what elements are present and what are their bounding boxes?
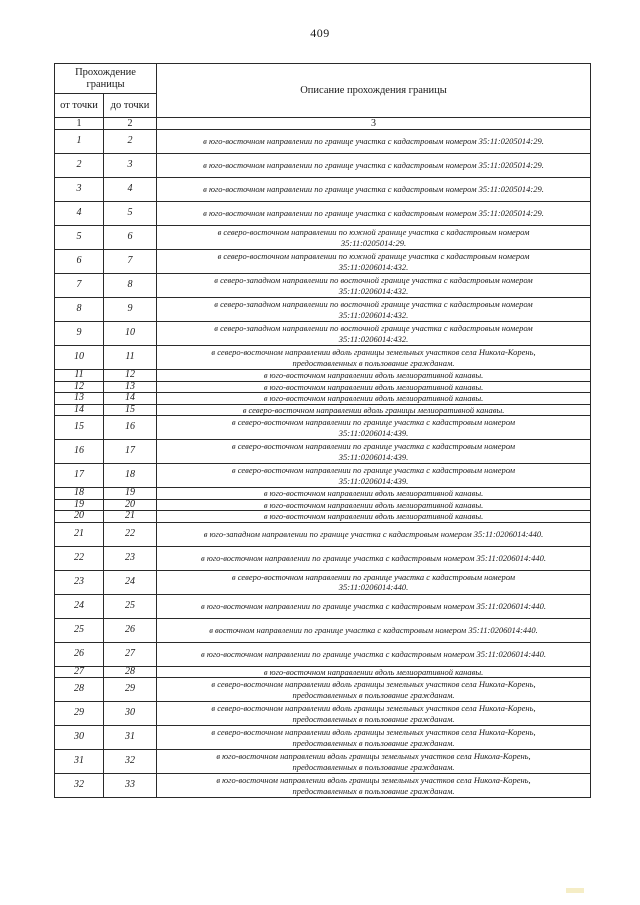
table-row xyxy=(55,202,591,226)
table-row xyxy=(55,130,591,154)
from-point-cell: 27 xyxy=(55,666,104,678)
from-point-cell: 5 xyxy=(55,226,104,250)
table-row xyxy=(55,522,591,546)
from-point-cell: 28 xyxy=(55,678,104,702)
column-number-3: 3 xyxy=(157,118,591,130)
to-point-cell: 11 xyxy=(104,346,157,370)
description-cell xyxy=(157,488,591,500)
description-cell xyxy=(157,511,591,523)
description-cell xyxy=(157,546,591,570)
description-line: в юго-западном направлении по границе участка с кадастровым номером 35:11:0206014:440. xyxy=(203,528,544,539)
description-line: 35:11:0206014:432. xyxy=(338,333,409,344)
description-line: в юго-восточном направлении по границе участка с кадастровым номером 35:11:0205014:29. xyxy=(203,160,544,171)
table-row xyxy=(55,546,591,570)
description-line: предоставленных в пользование гражданам. xyxy=(292,785,455,796)
description-line: в юго-восточном направлении вдоль мелиоративной канавы. xyxy=(263,488,484,498)
to-point-cell: 8 xyxy=(104,274,157,298)
description-line: 35:11:0206014:440. xyxy=(338,582,409,592)
description-line: в северо-восточном направлении по границе участка с кадастровым номером xyxy=(231,465,516,475)
to-point-cell: 6 xyxy=(104,226,157,250)
description-cell xyxy=(157,499,591,511)
from-point-cell: 15 xyxy=(55,416,104,440)
description-line: 35:11:0206014:439. xyxy=(338,427,409,438)
from-point-cell: 31 xyxy=(55,750,104,774)
from-point-cell: 11 xyxy=(55,370,104,382)
from-point-cell: 21 xyxy=(55,522,104,546)
from-point-cell: 8 xyxy=(55,298,104,322)
description-line: предоставленных в пользование гражданам. xyxy=(292,689,455,700)
to-point-cell: 25 xyxy=(104,594,157,618)
from-point-cell: 13 xyxy=(55,393,104,405)
from-point-cell: 18 xyxy=(55,488,104,500)
description-line: в северо-восточном направлении по южной границе участка с кадастровым номером xyxy=(217,227,530,237)
to-point-cell: 19 xyxy=(104,488,157,500)
description-line: в юго-восточном направлении вдоль мелиоративной канавы. xyxy=(263,370,484,380)
description-cell xyxy=(157,678,591,702)
to-point-cell: 30 xyxy=(104,702,157,726)
to-point-cell: 32 xyxy=(104,750,157,774)
to-point-cell: 2 xyxy=(104,130,157,154)
description-line: в северо-восточном направлении по границе участка с кадастровым номером xyxy=(231,417,516,427)
description-line: в северо-восточном направлении вдоль границы земельных участков села Никола-Корень, xyxy=(211,347,536,357)
description-line: в северо-западном направлении по восточной границе участка с кадастровым номером xyxy=(214,323,533,333)
description-cell xyxy=(157,750,591,774)
header-to-point: до точки xyxy=(104,94,157,118)
table-row xyxy=(55,666,591,678)
header-from-point: от точки xyxy=(55,94,104,118)
description-line: в северо-восточном направлении по южной границе участка с кадастровым номером xyxy=(217,251,530,261)
from-point-cell: 12 xyxy=(55,381,104,393)
table-row xyxy=(55,464,591,488)
table-row xyxy=(55,750,591,774)
from-point-cell: 10 xyxy=(55,346,104,370)
table-row xyxy=(55,642,591,666)
description-cell xyxy=(157,726,591,750)
description-cell xyxy=(157,464,591,488)
to-point-cell: 24 xyxy=(104,570,157,594)
description-line: в юго-восточном направлении вдоль границы земельных участков села Никола-Корень, xyxy=(216,751,531,761)
to-point-cell: 23 xyxy=(104,546,157,570)
description-line: в юго-восточном направлении по границе участка с кадастровым номером 35:11:0205014:29. xyxy=(203,136,544,147)
from-point-cell: 14 xyxy=(55,404,104,416)
description-cell xyxy=(157,226,591,250)
table-row xyxy=(55,511,591,523)
table-row xyxy=(55,488,591,500)
description-cell xyxy=(157,522,591,546)
from-point-cell: 30 xyxy=(55,726,104,750)
description-line: предоставленных в пользование гражданам. xyxy=(292,737,455,748)
column-number-1: 1 xyxy=(55,118,104,130)
description-cell xyxy=(157,416,591,440)
to-point-cell: 4 xyxy=(104,178,157,202)
description-line: в северо-восточном направлении вдоль границы земельных участков села Никола-Корень, xyxy=(211,727,536,737)
description-cell xyxy=(157,250,591,274)
table-row xyxy=(55,250,591,274)
description-cell xyxy=(157,393,591,405)
to-point-cell: 28 xyxy=(104,666,157,678)
description-line: в северо-восточном направлении вдоль границы земельных участков села Никола-Корень, xyxy=(211,679,536,689)
description-cell xyxy=(157,154,591,178)
description-line: в юго-восточном направлении по границе участка с кадастровым номером 35:11:0205014:29. xyxy=(203,208,544,219)
to-point-cell: 13 xyxy=(104,381,157,393)
table-body xyxy=(55,130,591,798)
description-cell xyxy=(157,642,591,666)
table-row xyxy=(55,226,591,250)
description-cell xyxy=(157,774,591,798)
to-point-cell: 10 xyxy=(104,322,157,346)
description-cell xyxy=(157,381,591,393)
description-line: предоставленных в пользование гражданам. xyxy=(292,713,455,724)
table-row xyxy=(55,702,591,726)
to-point-cell: 20 xyxy=(104,499,157,511)
description-cell xyxy=(157,570,591,594)
scan-mark xyxy=(566,888,584,893)
to-point-cell: 26 xyxy=(104,618,157,642)
description-line: в северо-восточном направлении по границе участка с кадастровым номером xyxy=(231,441,516,451)
from-point-cell: 1 xyxy=(55,130,104,154)
description-line: в юго-восточном направлении вдоль мелиоративной канавы. xyxy=(263,393,484,403)
from-point-cell: 24 xyxy=(55,594,104,618)
description-line: в северо-восточном направлении по границе участка с кадастровым номером xyxy=(231,571,516,582)
to-point-cell: 7 xyxy=(104,250,157,274)
table-row xyxy=(55,570,591,594)
description-cell xyxy=(157,440,591,464)
from-point-cell: 25 xyxy=(55,618,104,642)
table-row xyxy=(55,298,591,322)
table-row xyxy=(55,404,591,416)
description-cell xyxy=(157,202,591,226)
description-line: 35:11:0205014:29. xyxy=(340,237,407,248)
description-line: 35:11:0206014:432. xyxy=(338,285,409,296)
description-cell xyxy=(157,274,591,298)
to-point-cell: 17 xyxy=(104,440,157,464)
from-point-cell: 29 xyxy=(55,702,104,726)
table-row xyxy=(55,178,591,202)
description-line: 35:11:0206014:432. xyxy=(338,261,409,272)
from-point-cell: 7 xyxy=(55,274,104,298)
description-line: предоставленных в пользование гражданам. xyxy=(292,357,455,368)
description-cell xyxy=(157,666,591,678)
description-cell xyxy=(157,702,591,726)
from-point-cell: 17 xyxy=(55,464,104,488)
from-point-cell: 3 xyxy=(55,178,104,202)
from-point-cell: 19 xyxy=(55,499,104,511)
to-point-cell: 33 xyxy=(104,774,157,798)
from-point-cell: 32 xyxy=(55,774,104,798)
description-cell xyxy=(157,404,591,416)
description-line: 35:11:0206014:432. xyxy=(338,309,409,320)
to-point-cell: 16 xyxy=(104,416,157,440)
from-point-cell: 22 xyxy=(55,546,104,570)
from-point-cell: 4 xyxy=(55,202,104,226)
to-point-cell: 18 xyxy=(104,464,157,488)
description-line: 35:11:0206014:439. xyxy=(338,475,409,486)
table-row xyxy=(55,594,591,618)
description-line: в юго-восточном направлении по границе участка с кадастровым номером 35:11:0206014:440. xyxy=(201,552,546,563)
table-row xyxy=(55,370,591,382)
table-row xyxy=(55,774,591,798)
description-line: в восточном направлении по границе участка с кадастровым номером 35:11:0206014:440. xyxy=(209,624,538,635)
page-number: 409 xyxy=(310,26,330,40)
table-row xyxy=(55,346,591,370)
description-line: в юго-восточном направлении вдоль мелиоративной канавы. xyxy=(263,666,484,677)
from-point-cell: 26 xyxy=(55,642,104,666)
header-description: Описание прохождения границы xyxy=(157,64,591,118)
description-line: 35:11:0206014:439. xyxy=(338,451,409,462)
table-row xyxy=(55,499,591,511)
to-point-cell: 14 xyxy=(104,393,157,405)
description-cell xyxy=(157,322,591,346)
description-cell xyxy=(157,178,591,202)
from-point-cell: 16 xyxy=(55,440,104,464)
from-point-cell: 2 xyxy=(55,154,104,178)
table-row xyxy=(55,440,591,464)
description-line: в юго-восточном направлении вдоль границы земельных участков села Никола-Корень, xyxy=(216,775,531,785)
description-line: в юго-восточном направлении по границе участка с кадастровым номером 35:11:0206014:440. xyxy=(201,648,546,659)
table-row xyxy=(55,381,591,393)
table-row xyxy=(55,678,591,702)
description-line: в юго-восточном направлении вдоль мелиоративной канавы. xyxy=(263,511,484,521)
description-cell xyxy=(157,618,591,642)
to-point-cell: 3 xyxy=(104,154,157,178)
description-cell xyxy=(157,370,591,382)
from-point-cell: 6 xyxy=(55,250,104,274)
to-point-cell: 22 xyxy=(104,522,157,546)
description-cell xyxy=(157,594,591,618)
to-point-cell: 15 xyxy=(104,404,157,416)
description-line: в юго-восточном направлении вдоль мелиоративной канавы. xyxy=(263,499,484,510)
to-point-cell: 12 xyxy=(104,370,157,382)
table-row xyxy=(55,618,591,642)
from-point-cell: 9 xyxy=(55,322,104,346)
description-line: в северо-западном направлении по восточной границе участка с кадастровым номером xyxy=(214,275,533,285)
from-point-cell: 23 xyxy=(55,570,104,594)
description-line: предоставленных в пользование гражданам. xyxy=(292,761,455,772)
to-point-cell: 5 xyxy=(104,202,157,226)
to-point-cell: 27 xyxy=(104,642,157,666)
description-line: в юго-восточном направлении по границе участка с кадастровым номером 35:11:0206014:440. xyxy=(201,600,546,611)
description-line: в северо-восточном направлении вдоль границы мелиоративной канавы. xyxy=(242,404,505,415)
table-row xyxy=(55,416,591,440)
table-row xyxy=(55,726,591,750)
table-row xyxy=(55,393,591,405)
to-point-cell: 31 xyxy=(104,726,157,750)
description-line: в юго-восточном направлении вдоль мелиоративной канавы. xyxy=(263,381,484,392)
boundary-table xyxy=(54,63,591,798)
description-line: в северо-восточном направлении вдоль границы земельных участков села Никола-Корень, xyxy=(211,703,536,713)
table-row xyxy=(55,274,591,298)
to-point-cell: 9 xyxy=(104,298,157,322)
table-row xyxy=(55,322,591,346)
header-boundary-passage: Прохождение границы xyxy=(55,64,157,94)
to-point-cell: 29 xyxy=(104,678,157,702)
description-cell xyxy=(157,346,591,370)
description-cell xyxy=(157,130,591,154)
from-point-cell: 20 xyxy=(55,511,104,523)
to-point-cell: 21 xyxy=(104,511,157,523)
description-cell xyxy=(157,298,591,322)
description-line: в северо-западном направлении по восточной границе участка с кадастровым номером xyxy=(214,299,533,309)
column-number-2: 2 xyxy=(104,118,157,130)
table-row xyxy=(55,154,591,178)
description-line: в юго-восточном направлении по границе участка с кадастровым номером 35:11:0205014:29. xyxy=(203,184,544,195)
